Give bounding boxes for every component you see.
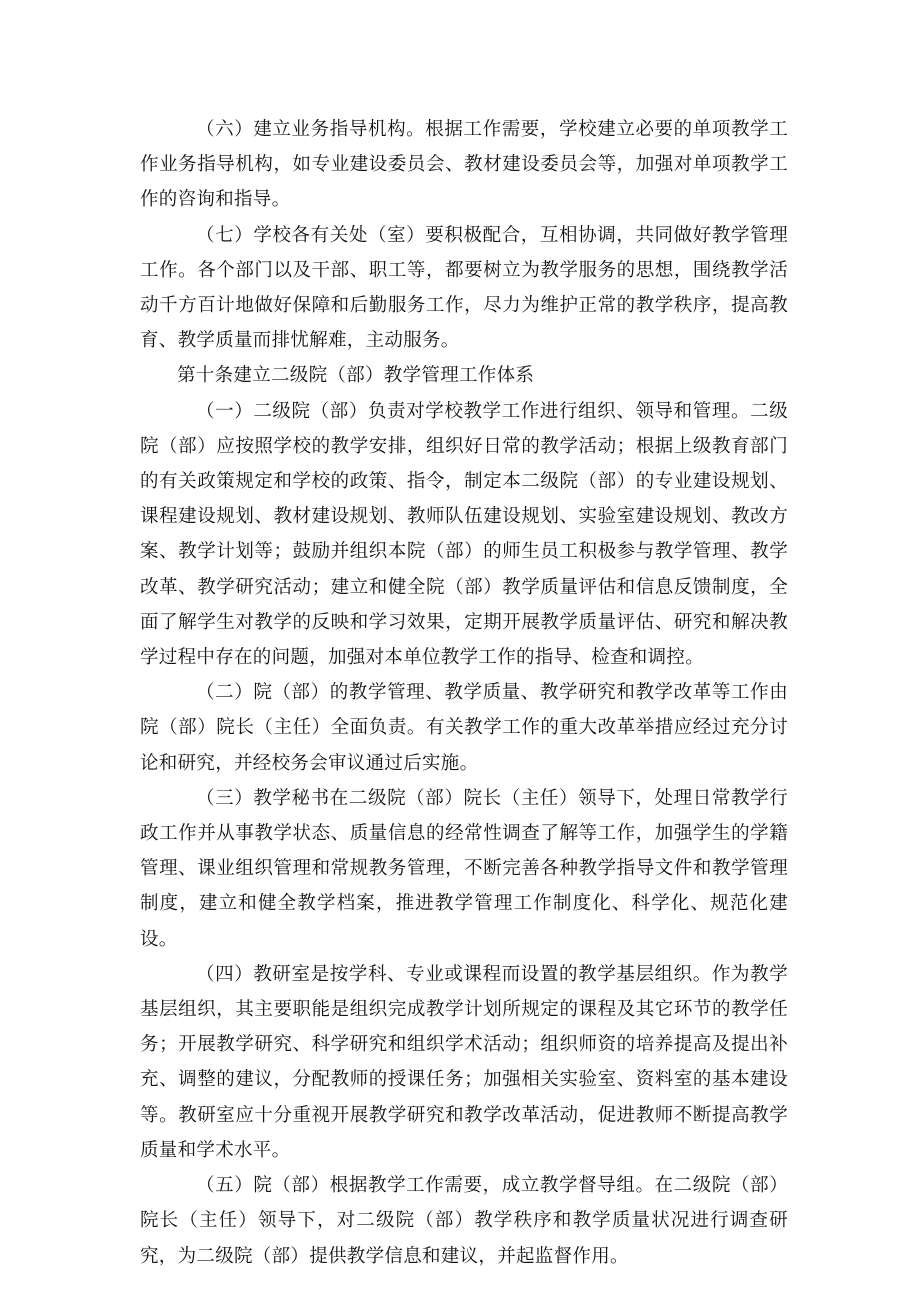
paragraph-item-4: （四）教研室是按学科、专业或课程而设置的教学基层组织。作为教学基层组织，其主要职能是组织完成教学计划所规定的课程及其它环节的教学任务；开展教学研究、科学研究和组织学术活动；组织师资的培养提高及提出补充、调整的建议，分配教师的授课任务；加强相关实验室、资料室的基本建设等。教研室应十分重视开展教学研究和教学改革活动，促进教师不断提高教学质量和学术水平。 bbox=[140, 963, 788, 1161]
paragraph-item-2: （二）院（部）的教学管理、教学质量、教学研究和教学改革等工作由院（部）院长（主任）全面负责。有关教学工作的重大改革举措应经过充分讨论和研究，并经校务会审议通过后实施。 bbox=[140, 682, 788, 774]
paragraph-item-1: （一）二级院（部）负责对学校教学工作进行组织、领导和管理。二级院（部）应按照学校的教学安排，组织好日常的教学活动；根据上级教育部门的有关政策规定和学校的政策、指令，制定本二级院（部）的专业建设规划、课程建设规划、教材建设规划、教师队伍建设规划、实验室建设规划、教改方案、教学计划等；鼓励并组织本院（部）的师生员工积极参与教学管理、教学改革、教学研究活动；建立和健全院（部）教学质量评估和信息反馈制度，全面了解学生对教学的反映和学习效果，定期开展教学质量评估、研究和解决教学过程中存在的问题，加强对本单位教学工作的指导、检查和调控。 bbox=[140, 400, 788, 669]
paragraph-item-3: （三）教学秘书在二级院（部）院长（主任）领导下，处理日常教学行政工作并从事教学状态、质量信息的经常性调查了解等工作，加强学生的学籍管理、课业组织管理和常规教务管理，不断完善各种教学指导文件和教学管理制度，建立和健全教学档案，推进教学管理工作制度化、科学化、规范化建设。 bbox=[140, 787, 788, 950]
paragraph-item-7: （七）学校各有关处（室）要积极配合，互相协调，共同做好教学管理工作。各个部门以及干部、职工等，都要树立为教学服务的思想，围绕教学活动千方百计地做好保障和后勤服务工作，尽力为维护正常的教学秩序，提高教育、教学质量而排忧解难，主动服务。 bbox=[140, 224, 788, 352]
article-10-heading: 第十条建立二级院（部）教学管理工作体系 bbox=[177, 365, 535, 387]
paragraph-item-5: （五）院（部）根据教学工作需要，成立教学督导组。在二级院（部）院长（主任）领导下，对二级院（部）教学秩序和教学质量状况进行调查研究，为二级院（部）提供教学信息和建议，并起监督作用。 bbox=[140, 1175, 788, 1267]
document-body bbox=[140, 112, 788, 1274]
paragraph-item-6: （六）建立业务指导机构。根据工作需要，学校建立必要的单项教学工作业务指导机构，如专业建设委员会、教材建设委员会等，加强对单项教学工作的咨询和指导。 bbox=[140, 119, 788, 211]
